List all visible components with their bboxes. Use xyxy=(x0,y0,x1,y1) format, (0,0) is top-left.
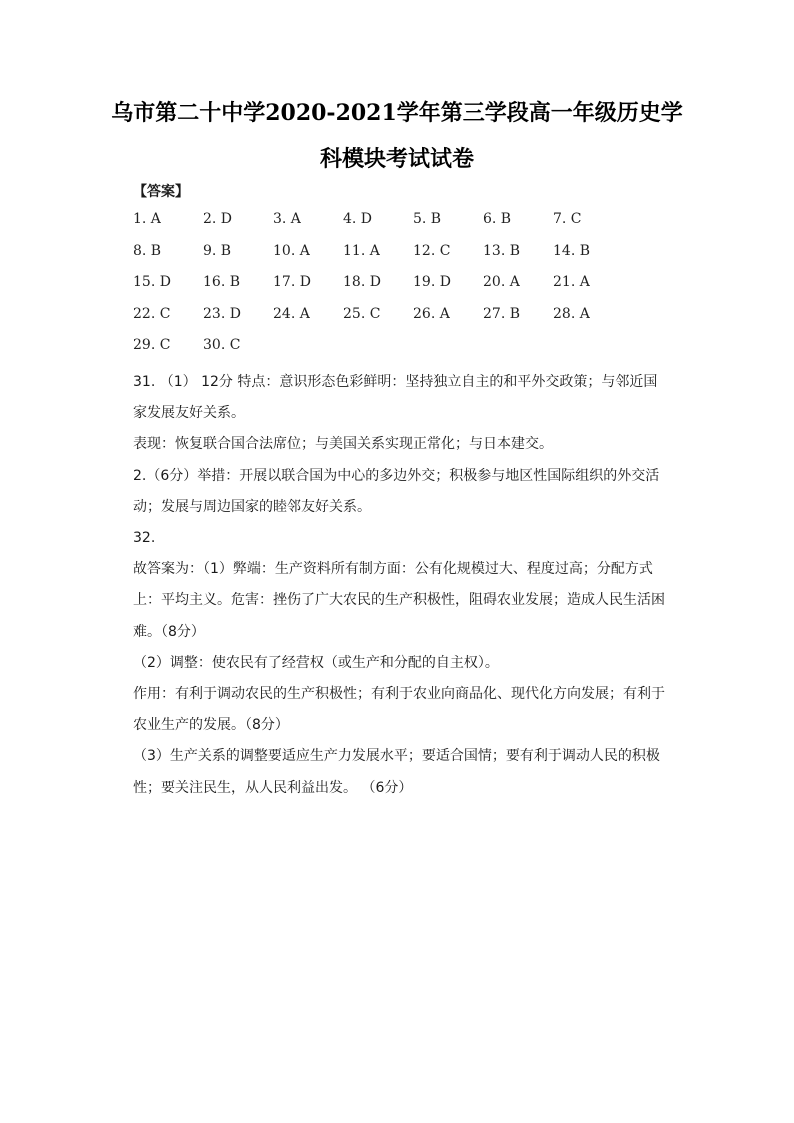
answer-heading: 【答案】 xyxy=(133,184,189,200)
multiple-choice-answers xyxy=(133,211,693,369)
answer-row xyxy=(133,337,693,369)
answer-item: 18. D xyxy=(343,274,381,290)
answer-item: 30. C xyxy=(203,337,241,353)
answer-item: 27. B xyxy=(483,305,521,322)
answer-item: 19. D xyxy=(413,274,451,290)
answer-item: 8. B xyxy=(133,242,162,259)
answer-item: 20. A xyxy=(483,274,520,290)
answer-item: 22. C xyxy=(133,305,171,322)
answer-item: 28. A xyxy=(553,305,590,322)
answer-item: 14. B xyxy=(553,242,591,259)
answer-item: 25. C xyxy=(343,305,381,322)
text-line: 2.（6分）举措：开展以联合国为中心的多边外交；积极参与地区性国际组织的外交活 xyxy=(133,467,660,484)
answer-item: 29. C xyxy=(133,337,171,353)
answer-item: 10. A xyxy=(273,242,310,259)
answer-item: 12. C xyxy=(413,242,451,259)
text-line: 上：平均主义。危害：挫伤了广大农民的生产积极性，阻碍农业发展；造成人民生活困 xyxy=(133,592,665,609)
answer-item: 9. B xyxy=(203,242,232,259)
text-line: 表现：恢复联合国合法席位；与美国关系实现正常化；与日本建交。 xyxy=(133,436,553,453)
answer-item: 24. A xyxy=(273,305,310,322)
text-line: 性；要关注民生，从人民利益出发。 （6分） xyxy=(133,779,413,796)
answer-item: 6. B xyxy=(483,211,512,227)
text-line: （2）调整：使农民有了经营权（或生产和分配的自主权）。 xyxy=(133,654,499,671)
answer-row xyxy=(133,243,693,275)
text-line: 31. （1） 12分 特点：意识形态色彩鲜明：坚持独立自主的和平外交政策；与邻近国 xyxy=(133,374,658,390)
answer-row xyxy=(133,306,693,338)
answer-item: 4. D xyxy=(343,211,373,227)
text-line: 32. xyxy=(133,530,156,546)
document-title-line-2: 科模块考试试卷 xyxy=(319,146,474,172)
answer-item: 16. B xyxy=(203,274,241,290)
answer-item: 26. A xyxy=(413,305,450,322)
text-line: （3）生产关系的调整要适应生产力发展水平；要适合国情；要有利于调动人民的积极 xyxy=(133,748,660,765)
text-line: 故答案为：（1）弊端：生产资料所有制方面：公有化规模过大、程度过高；分配方式 xyxy=(133,561,653,578)
answer-row xyxy=(133,274,693,306)
answer-item: 21. A xyxy=(553,274,590,290)
answer-item: 1. A xyxy=(133,211,161,227)
text-line: 农业生产的发展。（8分） xyxy=(133,717,289,734)
answer-row xyxy=(133,211,693,243)
text-line: 家发展友好关系。 xyxy=(133,405,245,422)
answer-item: 5. B xyxy=(413,211,442,227)
answer-item: 11. A xyxy=(343,242,380,259)
answer-item: 13. B xyxy=(483,242,521,259)
answer-item: 3. A xyxy=(273,211,301,227)
answer-item: 17. D xyxy=(273,274,311,290)
answer-item: 15. D xyxy=(133,274,171,290)
text-line: 难。（8分） xyxy=(133,623,205,640)
answer-item: 23. D xyxy=(203,305,241,322)
text-line: 动；发展与周边国家的睦邻友好关系。 xyxy=(133,498,371,515)
text-line: 作用：有利于调动农民的生产积极性；有利于农业向商品化、现代化方向发展；有利于 xyxy=(133,686,665,702)
answer-item: 2. D xyxy=(203,211,233,227)
document-title-line-1: 乌市第二十中学2020-2021学年第三学段高一年级历史学 xyxy=(111,100,683,126)
answer-item: 7. C xyxy=(553,211,582,227)
